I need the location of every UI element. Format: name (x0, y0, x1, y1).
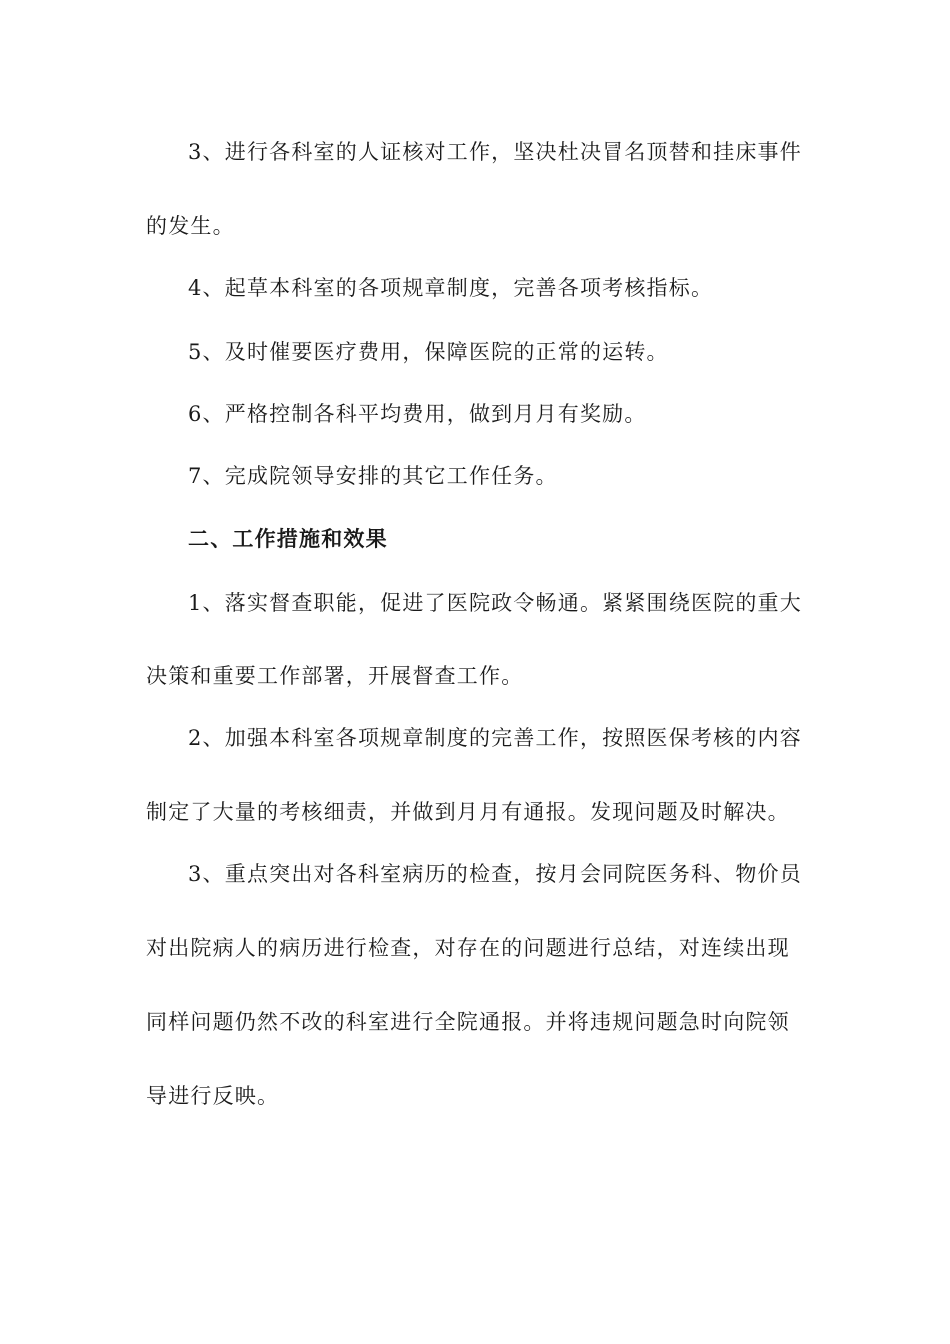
item-7: 7、完成院领导安排的其它工作任务。 (188, 464, 558, 488)
item-3-line-1: 3、进行各科室的人证核对工作，坚决杜决冒名顶替和挂床事件 (188, 140, 802, 164)
measure-3-line-1: 3、重点突出对各科室病历的检查，按月会同院医务科、物价员 (188, 862, 802, 886)
measure-2-line-1: 2、加强本科室各项规章制度的完善工作，按照医保考核的内容 (188, 726, 802, 750)
item-3-line-2: 的发生。 (146, 214, 235, 238)
measure-1-line-2: 决策和重要工作部署，开展督查工作。 (146, 664, 524, 688)
item-5: 5、及时催要医疗费用，保障医院的正常的运转。 (188, 340, 669, 364)
item-6: 6、严格控制各科平均费用，做到月月有奖励。 (188, 402, 647, 426)
measure-3-line-2: 对出院病人的病历进行检查，对存在的问题进行总结，对连续出现 (146, 936, 790, 960)
measure-3-line-3: 同样问题仍然不改的科室进行全院通报。并将违规问题急时向院领 (146, 1010, 790, 1034)
item-4: 4、起草本科室的各项规章制度，完善各项考核指标。 (188, 276, 714, 300)
section-heading: 二、工作措施和效果 (188, 526, 388, 551)
measure-1-line-1: 1、落实督查职能，促进了医院政令畅通。紧紧围绕医院的重大 (188, 591, 802, 615)
measure-3-line-4: 导进行反映。 (146, 1084, 280, 1108)
measure-2-line-2: 制定了大量的考核细责，并做到月月有通报。发现问题及时解决。 (146, 800, 790, 824)
